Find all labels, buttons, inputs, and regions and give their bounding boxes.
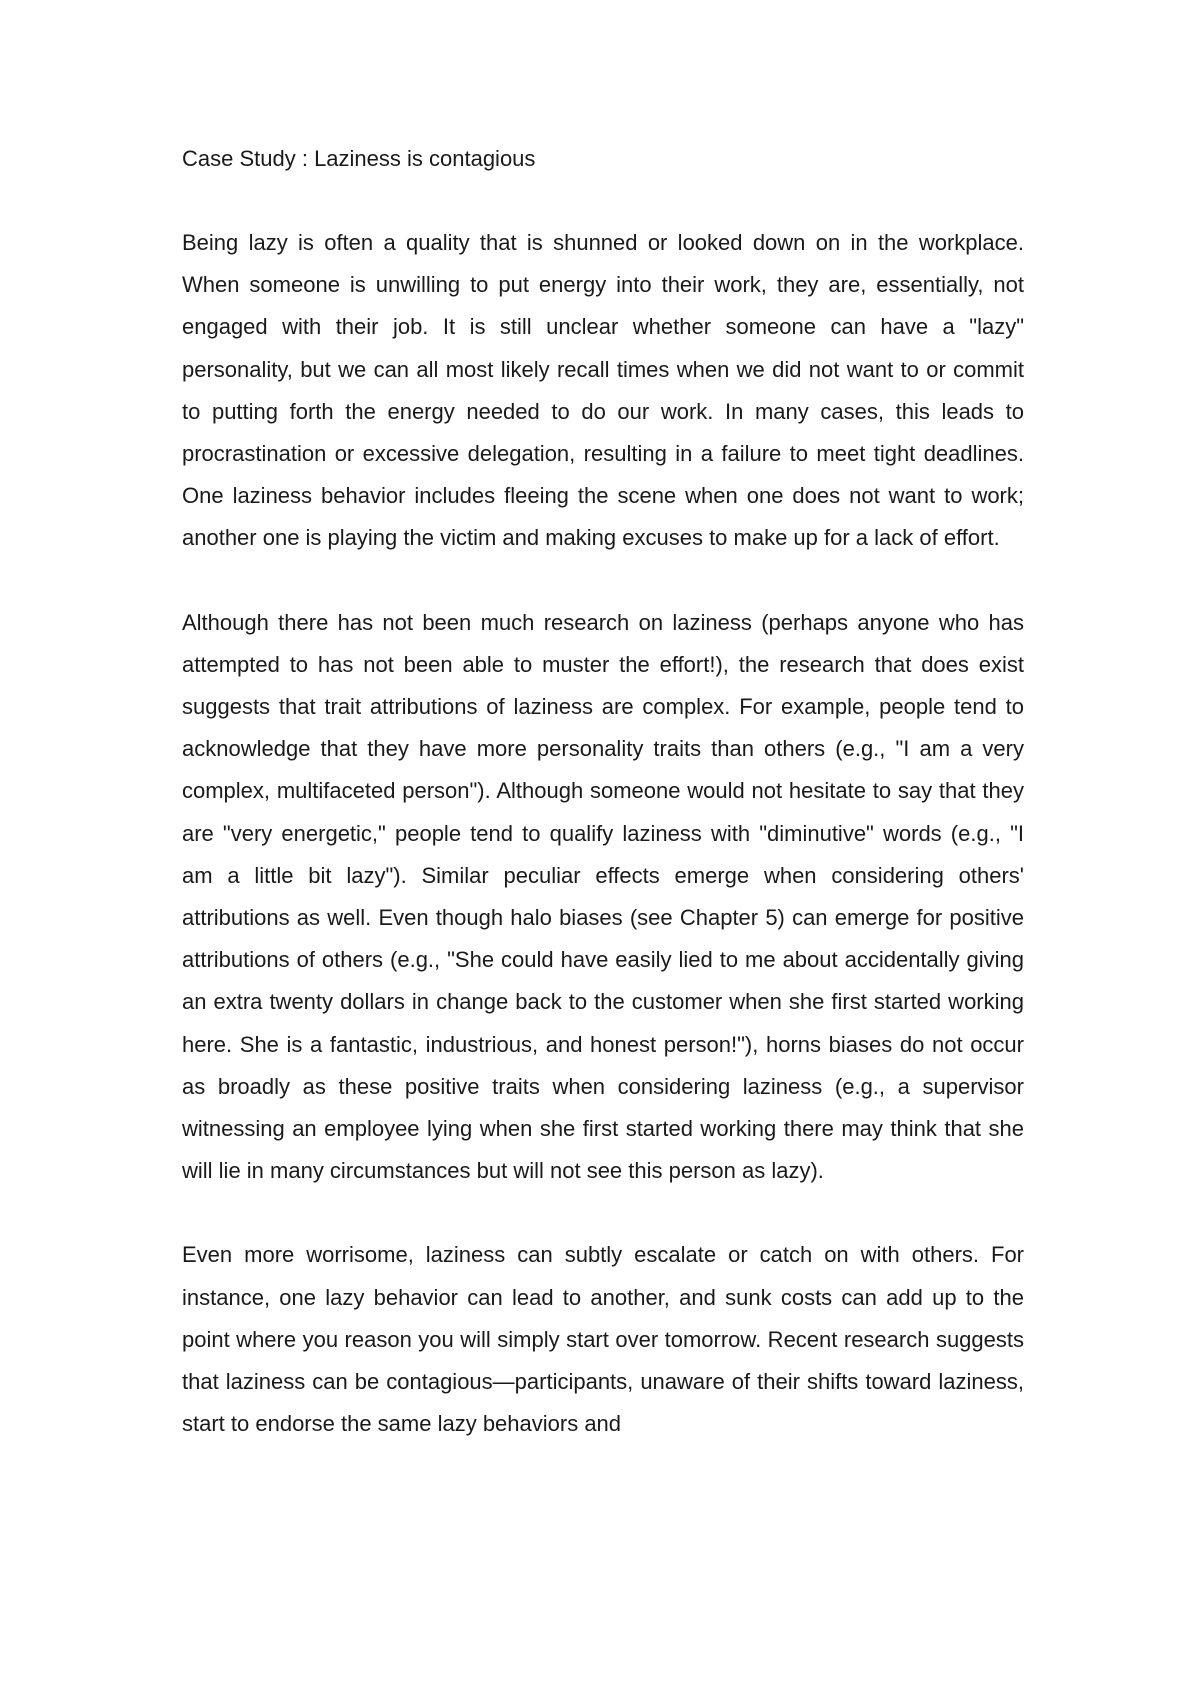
paragraph-3: Even more worrisome, laziness can subtly escalate or catch on with others. For instance, one lazy behavior can lead to another, and sunk costs can add up to the point where you reason you will simply start over tomorrow. Recent research suggests that laziness can be contagious—participants, unaware of their shifts toward laziness, start to endorse the same lazy behaviors and: [182, 1242, 1024, 1437]
paragraph-1: Being lazy is often a quality that is shunned or looked down on in the workplace. When someone is unwilling to put energy into their work, they are, essentially, not engaged with their job. It is still unclear whether someone can have a "lazy" personality, but we can all most likely recall times when we did not want to or commit to putting forth the energy needed to do our work. In many cases, this leads to procrastination or excessive delegation, resulting in a failure to meet tight deadlines. One laziness behavior includes fleeing the scene when one does not want to work; another one is playing the victim and making excuses to make up for a lack of effort.: [182, 230, 1024, 551]
document-title: Case Study : Laziness is contagious: [182, 146, 536, 171]
document-page: [182, 138, 1024, 1445]
paragraph-2: Although there has not been much research on laziness (perhaps anyone who has attempted to has not been able to muster the effort!), the research that does exist suggests that trait attributions of laziness are complex. For example, people tend to acknowledge that they have more personality traits than others (e.g., "I am a very complex, multifaceted person"). Although someone would not hesitate to say that they are "very energetic," people tend to qualify laziness with "diminutive" words (e.g., "I am a little bit lazy"). Similar peculiar effects emerge when considering others' attributions as well. Even though halo biases (see Chapter 5) can emerge for positive attributions of others (e.g., "She could have easily lied to me about accidentally giving an extra twenty dollars in change back to the customer when she first started working here. She is a fantastic, industrious, and honest person!"), horns biases do not occur as broadly as these positive traits when considering laziness (e.g., a supervisor witnessing an employee lying when she first started working there may think that she will lie in many circumstances but will not see this person as lazy).: [182, 609, 1024, 1184]
